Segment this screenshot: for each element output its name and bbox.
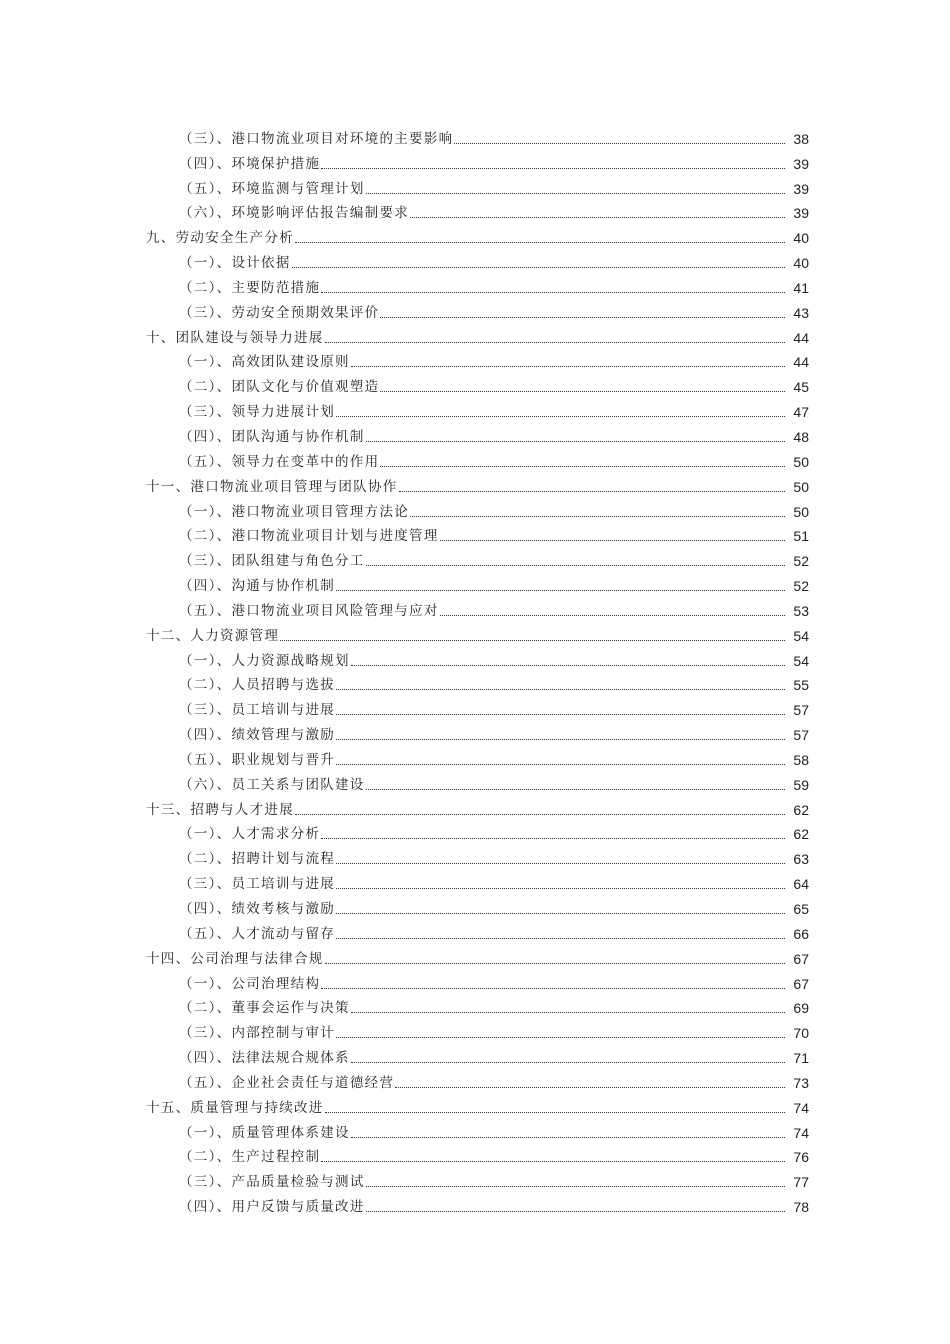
toc-section-entry[interactable] xyxy=(0,350,950,375)
toc-dot-leader xyxy=(366,789,785,790)
toc-page-number: 71 xyxy=(793,1050,809,1067)
toc-page-number: 53 xyxy=(793,602,809,619)
toc-entry-title: （三）、员工培训与进展 xyxy=(179,876,336,893)
toc-entry-title: （三）、内部控制与审计 xyxy=(179,1025,336,1042)
toc-dot-leader xyxy=(366,1186,785,1187)
toc-entry-title: （二）、董事会运作与决策 xyxy=(179,1000,350,1017)
toc-entry-title: （五）、企业社会责任与道德经营 xyxy=(179,1074,395,1091)
toc-chapter-entry[interactable] xyxy=(0,623,950,648)
toc-section-entry[interactable] xyxy=(0,201,950,226)
toc-page-number: 39 xyxy=(793,155,809,172)
toc-section-entry[interactable] xyxy=(0,151,950,176)
toc-dot-leader xyxy=(399,491,785,492)
toc-section-entry[interactable] xyxy=(0,648,950,673)
toc-page-number: 44 xyxy=(793,354,809,371)
toc-entry-title: 十一、港口物流业项目管理与团队协作 xyxy=(146,478,398,495)
toc-dot-leader xyxy=(321,988,785,989)
toc-dot-leader xyxy=(336,938,785,939)
toc-dot-leader xyxy=(395,1087,785,1088)
toc-dot-leader xyxy=(336,689,785,690)
toc-entry-title: （一）、人才需求分析 xyxy=(179,826,321,843)
toc-entry-title: （六）、员工关系与团队建设 xyxy=(179,776,365,793)
toc-page-number: 74 xyxy=(793,1099,809,1116)
toc-dot-leader xyxy=(410,217,785,218)
toc-entry-title: （四）、环境保护措施 xyxy=(179,155,321,172)
toc-page-number: 50 xyxy=(793,503,809,520)
toc-entry-title: （五）、人才流动与留存 xyxy=(179,925,336,942)
toc-dot-leader xyxy=(325,963,785,964)
toc-dot-leader xyxy=(336,764,785,765)
toc-section-entry[interactable] xyxy=(0,548,950,573)
toc-dot-leader xyxy=(336,714,785,715)
toc-dot-leader xyxy=(321,292,785,293)
toc-page-number: 63 xyxy=(793,851,809,868)
toc-section-entry[interactable] xyxy=(0,1169,950,1194)
toc-entry-title: （五）、环境监测与管理计划 xyxy=(179,180,365,197)
toc-page-number: 67 xyxy=(793,975,809,992)
toc-dot-leader xyxy=(325,342,785,343)
toc-chapter-entry[interactable] xyxy=(0,797,950,822)
toc-page-number: 50 xyxy=(793,453,809,470)
toc-dot-leader xyxy=(366,1211,785,1212)
toc-page-number: 47 xyxy=(793,404,809,421)
toc-page-number: 40 xyxy=(793,230,809,247)
toc-dot-leader xyxy=(351,1062,785,1063)
toc-entry-title: （三）、领导力进展计划 xyxy=(179,404,336,421)
toc-entry-title: 十四、公司治理与法律合规 xyxy=(146,950,324,967)
toc-page-number: 66 xyxy=(793,925,809,942)
toc-entry-title: （二）、团队文化与价值观塑造 xyxy=(179,379,380,396)
toc-dot-leader xyxy=(351,1012,785,1013)
toc-entry-title: （二）、港口物流业项目计划与进度管理 xyxy=(179,528,439,545)
toc-section-entry[interactable] xyxy=(0,673,950,698)
toc-page-number: 73 xyxy=(793,1074,809,1091)
toc-page-number: 54 xyxy=(793,627,809,644)
toc-entry-title: （三）、产品质量检验与测试 xyxy=(179,1174,365,1191)
toc-dot-leader xyxy=(336,1037,785,1038)
toc-section-entry[interactable] xyxy=(0,846,950,871)
toc-entry-title: （二）、人员招聘与选拔 xyxy=(179,677,336,694)
toc-entry-title: （四）、绩效管理与激励 xyxy=(179,727,336,744)
toc-page-number: 43 xyxy=(793,304,809,321)
toc-page-number: 59 xyxy=(793,776,809,793)
toc-entry-title: 十三、招聘与人才进展 xyxy=(146,801,294,818)
toc-page-number: 67 xyxy=(793,950,809,967)
toc-page-number: 39 xyxy=(793,205,809,222)
toc-entry-title: （一）、人力资源战略规划 xyxy=(179,652,350,669)
toc-entry-title: （三）、团队组建与角色分工 xyxy=(179,553,365,570)
toc-page-number: 48 xyxy=(793,428,809,445)
toc-section-entry[interactable] xyxy=(0,697,950,722)
toc-page-number: 62 xyxy=(793,826,809,843)
toc-dot-leader xyxy=(336,913,785,914)
toc-dot-leader xyxy=(351,366,785,367)
toc-section-entry[interactable] xyxy=(0,573,950,598)
toc-dot-leader xyxy=(366,193,785,194)
toc-dot-leader xyxy=(336,739,785,740)
toc-dot-leader xyxy=(321,1161,785,1162)
toc-section-entry[interactable] xyxy=(0,275,950,300)
toc-chapter-entry[interactable] xyxy=(0,225,950,250)
toc-section-entry[interactable] xyxy=(0,374,950,399)
table-of-contents xyxy=(0,126,950,1219)
toc-entry-title: （四）、绩效考核与激励 xyxy=(179,901,336,917)
toc-page-number: 51 xyxy=(793,528,809,545)
toc-page-number: 55 xyxy=(793,677,809,694)
toc-page-number: 39 xyxy=(793,180,809,197)
toc-entry-title: （二）、招聘计划与流程 xyxy=(179,851,336,868)
toc-section-entry[interactable] xyxy=(0,399,950,424)
toc-section-entry[interactable] xyxy=(0,449,950,474)
toc-dot-leader xyxy=(295,814,785,815)
toc-page-number: 78 xyxy=(793,1199,809,1216)
toc-entry-title: （三）、港口物流业项目对环境的主要影响 xyxy=(179,130,454,147)
toc-section-entry[interactable] xyxy=(0,250,950,275)
toc-page-number: 44 xyxy=(793,329,809,346)
toc-entry-title: 十五、质量管理与持续改进 xyxy=(146,1099,324,1116)
toc-dot-leader xyxy=(351,1137,785,1138)
toc-section-entry[interactable] xyxy=(0,499,950,524)
toc-entry-title: （一）、公司治理结构 xyxy=(179,975,321,992)
toc-entry-title: （五）、职业规划与晋升 xyxy=(179,751,336,768)
toc-section-entry[interactable] xyxy=(0,1070,950,1095)
toc-section-entry[interactable] xyxy=(0,176,950,201)
toc-dot-leader xyxy=(336,416,785,417)
toc-dot-leader xyxy=(454,143,785,144)
toc-page-number: 50 xyxy=(793,478,809,495)
toc-entry-title: （四）、法律法规合规体系 xyxy=(179,1050,350,1067)
toc-page-number: 57 xyxy=(793,727,809,744)
toc-page-number: 52 xyxy=(793,553,809,570)
toc-page-number: 54 xyxy=(793,652,809,669)
toc-section-entry[interactable] xyxy=(0,1045,950,1070)
toc-dot-leader xyxy=(366,441,785,442)
toc-dot-leader xyxy=(440,615,785,616)
toc-dot-leader xyxy=(321,168,785,169)
toc-dot-leader xyxy=(380,317,785,318)
toc-page-number: 76 xyxy=(793,1149,809,1166)
toc-entry-title: （三）、员工培训与进展 xyxy=(179,702,336,719)
toc-dot-leader xyxy=(440,540,785,541)
toc-entry-title: （四）、团队沟通与协作机制 xyxy=(179,428,365,445)
toc-entry-title: （三）、劳动安全预期效果评价 xyxy=(179,304,380,321)
toc-section-entry[interactable] xyxy=(0,747,950,772)
toc-section-entry[interactable] xyxy=(0,1145,950,1170)
toc-section-entry[interactable] xyxy=(0,1020,950,1045)
toc-section-entry[interactable] xyxy=(0,300,950,325)
toc-page-number: 69 xyxy=(793,1000,809,1017)
toc-section-entry[interactable] xyxy=(0,822,950,847)
toc-page-number: 74 xyxy=(793,1124,809,1141)
toc-page-number: 65 xyxy=(793,901,809,917)
toc-entry-title: （二）、生产过程控制 xyxy=(179,1149,321,1166)
toc-dot-leader xyxy=(366,565,785,566)
toc-dot-leader xyxy=(295,242,785,243)
toc-dot-leader xyxy=(336,590,785,591)
toc-section-entry[interactable] xyxy=(0,996,950,1021)
toc-dot-leader xyxy=(410,516,785,517)
toc-section-entry[interactable] xyxy=(0,1194,950,1219)
toc-chapter-entry[interactable] xyxy=(0,474,950,499)
toc-dot-leader xyxy=(280,640,785,641)
toc-entry-title: （一）、设计依据 xyxy=(179,255,291,272)
toc-page-number: 52 xyxy=(793,578,809,595)
toc-dot-leader xyxy=(292,267,785,268)
toc-page-number: 57 xyxy=(793,702,809,719)
toc-dot-leader xyxy=(380,391,785,392)
toc-page-number: 45 xyxy=(793,379,809,396)
toc-entry-title: （一）、港口物流业项目管理方法论 xyxy=(179,503,410,520)
toc-page-number: 64 xyxy=(793,876,809,893)
toc-section-entry[interactable] xyxy=(0,524,950,549)
toc-chapter-entry[interactable] xyxy=(0,946,950,971)
toc-entry-title: 十、团队建设与领导力进展 xyxy=(146,329,324,346)
toc-dot-leader xyxy=(351,665,785,666)
toc-entry-title: 九、劳动安全生产分析 xyxy=(146,230,294,247)
toc-entry-title: （一）、质量管理体系建设 xyxy=(179,1124,350,1141)
toc-section-entry[interactable] xyxy=(0,971,950,996)
toc-chapter-entry[interactable] xyxy=(0,1095,950,1120)
toc-page-number: 70 xyxy=(793,1025,809,1042)
toc-page-number: 40 xyxy=(793,255,809,272)
toc-chapter-entry[interactable] xyxy=(0,325,950,350)
toc-page-number: 58 xyxy=(793,751,809,768)
toc-section-entry[interactable] xyxy=(0,722,950,747)
toc-section-entry[interactable] xyxy=(0,871,950,896)
toc-section-entry[interactable] xyxy=(0,896,950,921)
toc-entry-title: （四）、沟通与协作机制 xyxy=(179,578,336,595)
toc-dot-leader xyxy=(380,466,785,467)
toc-dot-leader xyxy=(325,1112,785,1113)
toc-page-number: 77 xyxy=(793,1174,809,1191)
toc-dot-leader xyxy=(336,863,785,864)
toc-section-entry[interactable] xyxy=(0,1120,950,1145)
toc-entry-title: （四）、用户反馈与质量改进 xyxy=(179,1199,365,1216)
toc-page-number: 62 xyxy=(793,801,809,818)
toc-entry-title: （二）、主要防范措施 xyxy=(179,279,321,296)
toc-dot-leader xyxy=(336,888,785,889)
toc-page-number: 38 xyxy=(793,130,809,147)
toc-section-entry[interactable] xyxy=(0,772,950,797)
toc-page-number: 41 xyxy=(793,279,809,296)
toc-entry-title: （五）、领导力在变革中的作用 xyxy=(179,453,380,470)
toc-entry-title: （六）、环境影响评估报告编制要求 xyxy=(179,205,410,222)
toc-section-entry[interactable] xyxy=(0,598,950,623)
toc-entry-title: （一）、高效团队建设原则 xyxy=(179,354,350,371)
toc-entry-title: 十二、人力资源管理 xyxy=(146,627,280,644)
toc-section-entry[interactable] xyxy=(0,424,950,449)
toc-section-entry[interactable] xyxy=(0,921,950,946)
toc-dot-leader xyxy=(321,838,785,839)
toc-entry-title: （五）、港口物流业项目风险管理与应对 xyxy=(179,602,439,619)
toc-section-entry[interactable] xyxy=(0,126,950,151)
